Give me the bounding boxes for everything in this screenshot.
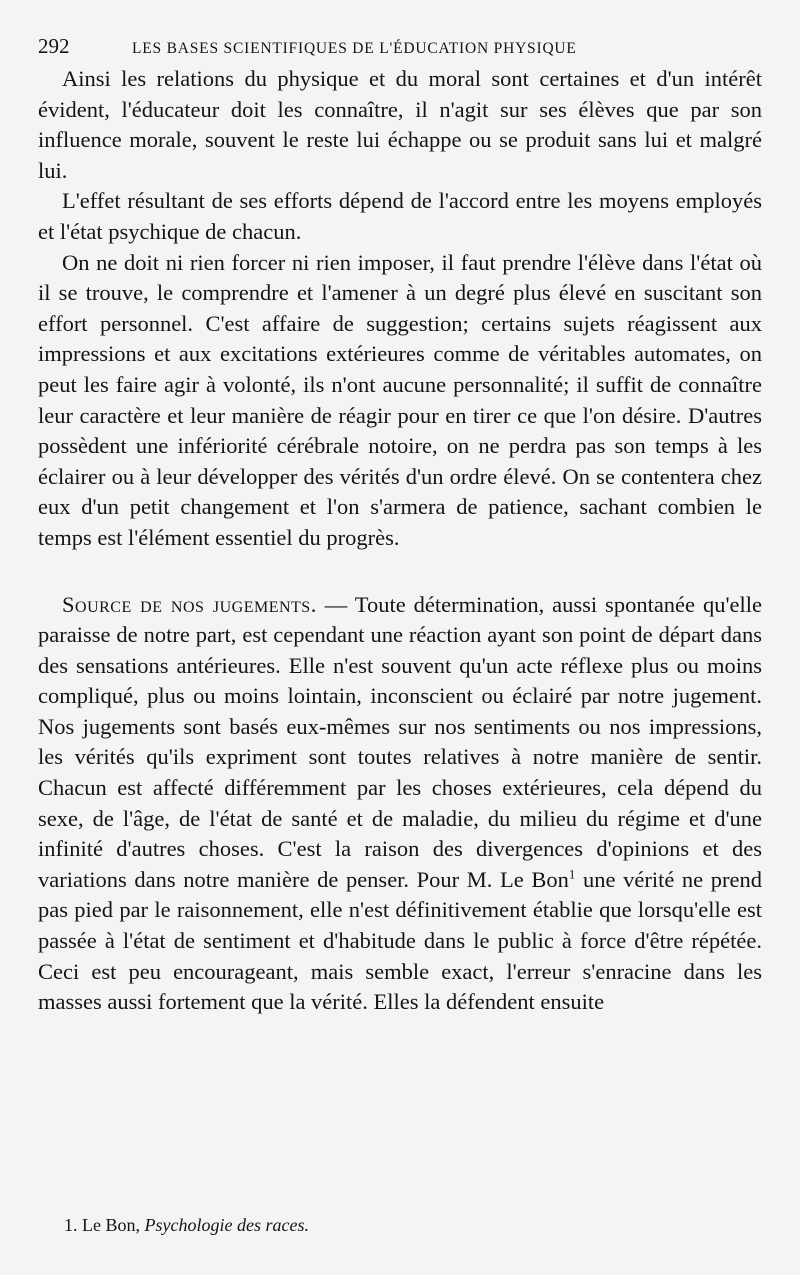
running-title: LES BASES SCIENTIFIQUES DE L'ÉDUCATION PHYSIQUE bbox=[132, 40, 577, 57]
footnote-title: Psychologie des races. bbox=[144, 1215, 309, 1235]
paragraph: Ainsi les relations du physique et du moral sont certaines et d'un intérêt évident, l'éducateur doit les connaître, il n'agit sur ses élèves que par son influence morale, souvent le reste lui échappe ou se produit sans lui et malgré lui. bbox=[38, 66, 762, 183]
section-gap bbox=[38, 554, 762, 590]
section-text-part1: — Toute détermination, aussi spontanée qu'elle paraisse de notre part, est cependant une réaction ayant son point de départ dans des sensations antérieures. Elle n'est souvent qu'un acte réflexe plus ou moins compliqué, plus ou moins lointain, inconscient ou éclairé par notre jugement. Nos jugements sont basés eux-mêmes sur nos sentiments ou nos impressions, les vérités qu'ils expriment sont toutes relatives à notre manière de sentir. Chacun est affecté différemment par les choses extérieures, cela dépend du sexe, de l'âge, de l'état de santé et de maladie, du milieu du régime et d'une infinité d'autres choses. C'est la raison des divergences d'opinions et des variations dans notre manière de penser. Pour M. Le Bon bbox=[38, 591, 762, 892]
body-text bbox=[38, 64, 762, 1018]
page-header bbox=[38, 34, 762, 64]
section-title: Source de nos jugements. bbox=[62, 591, 317, 617]
footnote-number: 1. bbox=[64, 1215, 78, 1235]
section-text-part2: une vérité ne prend pas pied par le raisonnement, elle n'est définitivement établie que lorsqu'elle est passée à l'état de sentiment et d'habitude dans le public à force d'être répétée. Ceci est peu encourageant, mais semble exact, l'erreur s'enracine dans les masses aussi fortement que la vérité. Elles la défendent ensuite bbox=[38, 866, 763, 1015]
footnote-author: Le Bon, bbox=[82, 1215, 140, 1235]
paragraph: On ne doit ni rien forcer ni rien imposer, il faut prendre l'élève dans l'état où il se trouve, le comprendre et l'amener à un degré plus élevé en suscitant son effort personnel. C'est affaire de suggestion; certains sujets réagissent aux impressions et aux excitations extérieures comme de véritables automates, on peut les faire agir à volonté, ils n'ont aucune personnalité; il suffit de connaître leur caractère et leur manière de réagir pour en tirer ce que l'on désire. D'autres possèdent une infériorité cérébrale notoire, on ne perdra pas son temps à les éclairer ou à leur développer des vérités d'un ordre élevé. On se contentera chez eux d'un petit changement et l'on s'armera de patience, sachant combien le temps est l'élément essentiel du progrès. bbox=[38, 249, 762, 550]
paragraph: L'effet résultant de ses efforts dépend de l'accord entre les moyens employés et l'état psychique de chacun. bbox=[38, 188, 762, 244]
footnote-reference[interactable]: 1 bbox=[568, 866, 576, 882]
page-number: 292 bbox=[38, 34, 70, 58]
section-paragraph bbox=[38, 590, 762, 1018]
footnote bbox=[64, 1215, 309, 1236]
